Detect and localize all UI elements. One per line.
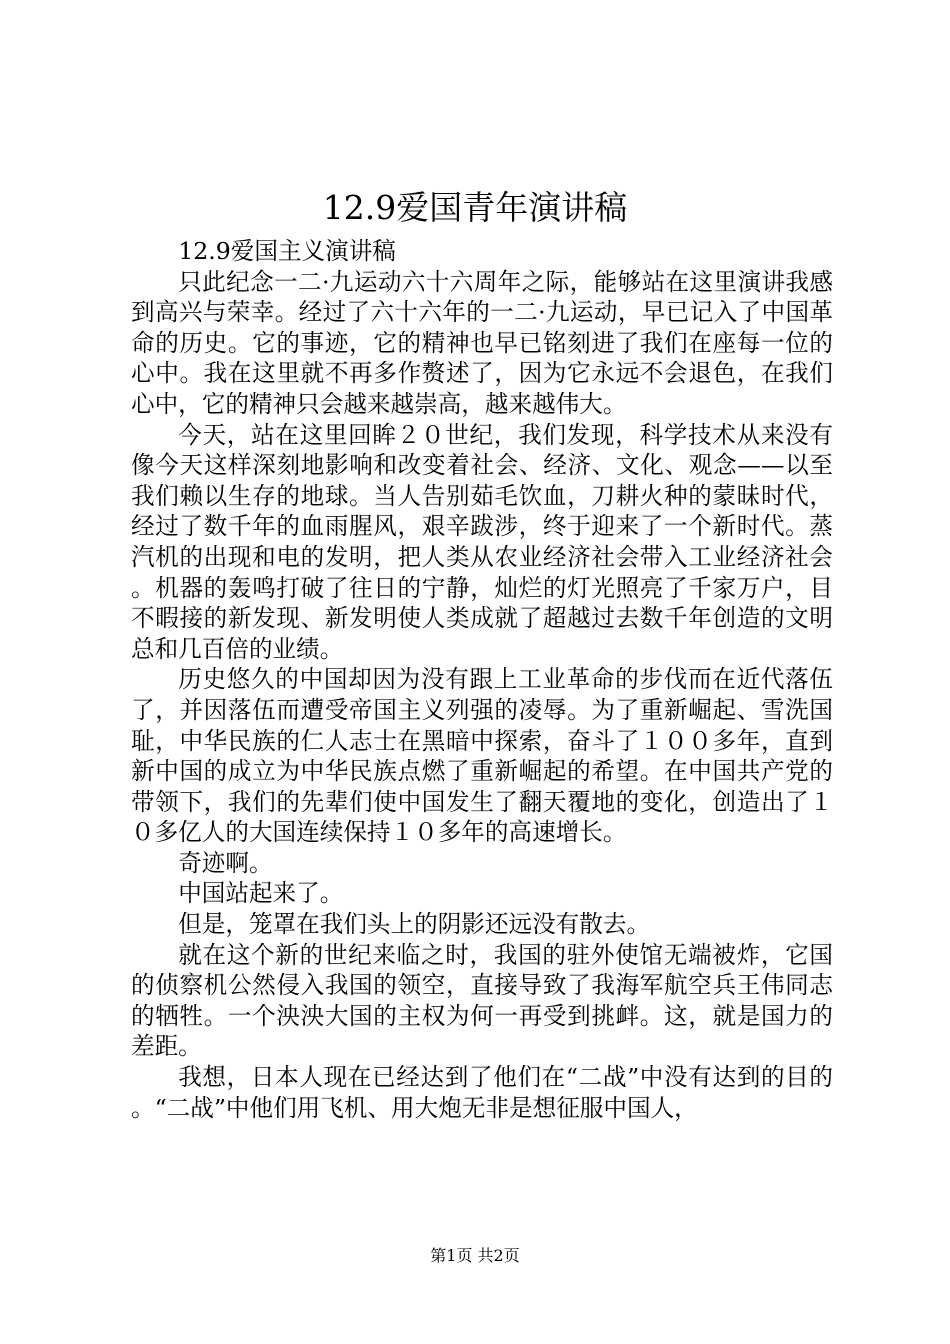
- page-number-footer: 第1页 共2页: [430, 1246, 520, 1265]
- paragraph-5: 中国站起来了。: [178, 879, 344, 908]
- document-body: [131, 236, 833, 1123]
- document-subtitle: 12.9爱国主义演讲稿: [178, 237, 396, 265]
- paragraph-3: 历史悠久的中国却因为没有跟上工业革命的步伐而在近代落伍了，并因落伍而遭受帝国主义列强的凌辱。为了重新崛起、雪洗国耻，中华民族的仁人志士在黑暗中探索，奋斗了１００多年，直到新中国的成立为中华民族点燃了重新崛起的希望。在中国共产党的带领下，我们的先辈们使中国发生了翻天覆地的变化，创造出了１０多亿人的大国连续保持１０多年的高速增长。: [131, 665, 833, 847]
- paragraph-1: 只此纪念一二·九运动六十六周年之际，能够站在这里演讲我感到高兴与荣幸。经过了六十六年的一二·九运动，早已记入了中国革命的历史。它的事迹，它的精神也早已铭刻进了我们在座每一位的心中。我在这里就不再多作赘述了，因为它永远不会退色，在我们心中，它的精神只会越来越崇高，越来越伟大。: [131, 267, 833, 418]
- paragraph-6: 但是，笼罩在我们头上的阴影还远没有散去。: [178, 910, 651, 939]
- page-title: 12.9爱国青年演讲稿: [322, 188, 628, 227]
- paragraph-2: 今天，站在这里回眸２０世纪，我们发现，科学技术从来没有像今天这样深刻地影响和改变着社会、经济、文化、观念——以至我们赖以生存的地球。当人告别茹毛饮血，刀耕火种的蒙昧时代，经过了数千年的血雨腥风，艰辛跋涉，终于迎来了一个新时代。蒸汽机的出现和电的发明，把人类从农业经济社会带入工业经济社会。机器的轰鸣打破了往日的宁静，灿烂的灯光照亮了千家万户，目不暇接的新发现、新发明使人类成就了超越过去数千年创造的文明总和几百倍的业绩。: [131, 420, 833, 663]
- paragraph-8: 我想，日本人现在已经达到了他们在“二战”中没有达到的目的。“二战”中他们用飞机、用大炮无非是想征服中国人，: [131, 1063, 833, 1122]
- paragraph-7: 就在这个新的世纪来临之时，我国的驻外使馆无端被炸，它国的侦察机公然侵入我国的领空，直接导致了我海军航空兵王伟同志的牺牲。一个泱泱大国的主权为何一再受到挑衅。这，就是国力的差距。: [131, 940, 833, 1061]
- paragraph-4: 奇迹啊。: [178, 848, 273, 877]
